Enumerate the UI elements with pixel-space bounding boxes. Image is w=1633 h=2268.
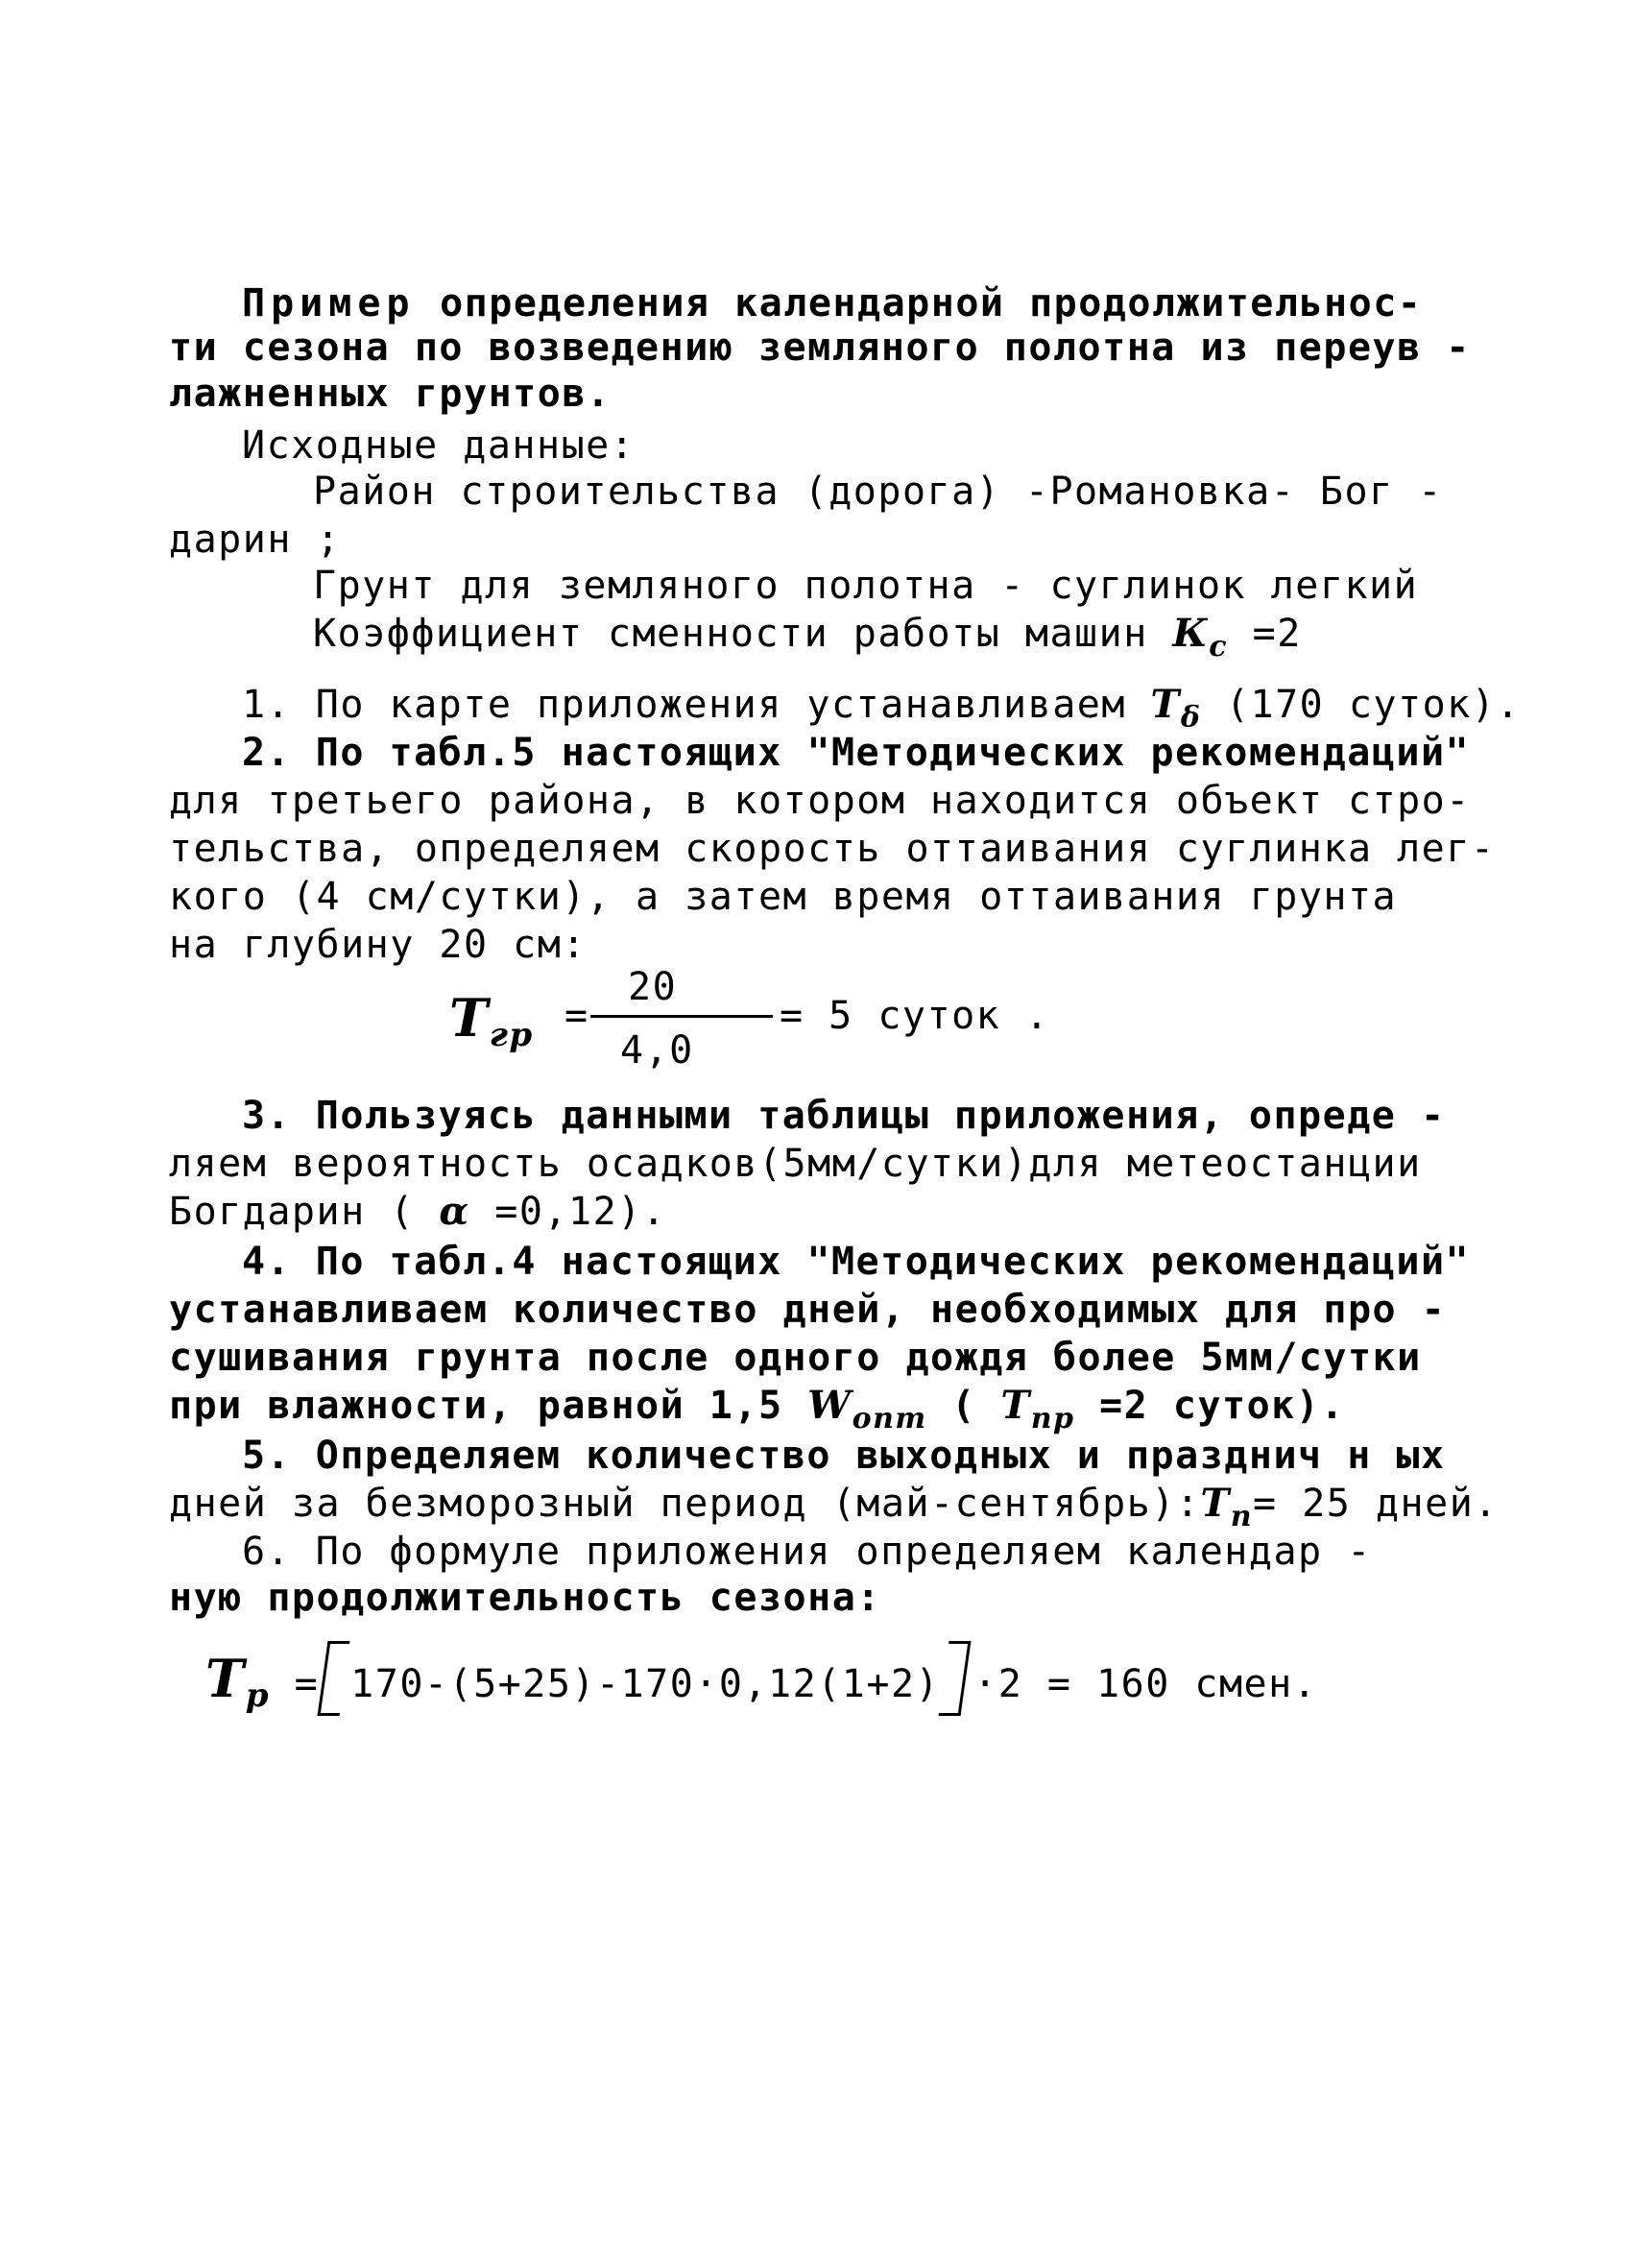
step-4-line-3: сушивания грунта после одного дождя более 5мм/сутки bbox=[169, 1336, 1422, 1380]
step-3-text: Богдарин ( bbox=[169, 1190, 415, 1234]
drying-subscript: пр bbox=[1030, 1402, 1075, 1436]
step-3-value: =0,12). bbox=[494, 1190, 667, 1234]
holidays-subscript: п bbox=[1230, 1500, 1254, 1533]
step-5-line-1: 5. Определяем количество выходных и празднич н ых bbox=[242, 1434, 1446, 1478]
formula-2-result: ·2 = 160 смен. bbox=[973, 1662, 1318, 1706]
intro-line-1 bbox=[242, 280, 1422, 326]
step-4-line-1: 4. По табл.4 настоящих "Методических рекомендаций" bbox=[242, 1240, 1471, 1284]
right-bracket bbox=[939, 1641, 972, 1716]
formula-2-subscript: р bbox=[245, 1677, 270, 1715]
formula-1-result: = 5 суток . bbox=[780, 994, 1050, 1038]
formula-2 bbox=[205, 1640, 1317, 1717]
step-1-line bbox=[242, 682, 1521, 735]
coefficient-symbol: К bbox=[1172, 611, 1210, 656]
coefficient-value: =2 bbox=[1252, 612, 1302, 656]
step-2-line-2: для третьего района, в котором находится объект стро- bbox=[169, 779, 1471, 823]
formula-1-numerator: 20 bbox=[628, 965, 678, 1009]
left-bracket bbox=[318, 1641, 350, 1716]
moisture-subscript: опт bbox=[852, 1402, 927, 1436]
coefficient-line bbox=[313, 611, 1302, 664]
step-4-value: =2 суток). bbox=[1099, 1384, 1345, 1428]
step-4-line-2: устанавливаем количество дней, необходимых для про - bbox=[169, 1288, 1447, 1332]
formula-1-lhs bbox=[449, 987, 534, 1054]
fraction-line bbox=[590, 1015, 773, 1018]
step-1-text: 1. По карте приложения устанавливаем bbox=[242, 683, 1126, 727]
coefficient-subscript: с bbox=[1209, 630, 1229, 664]
step-6-line-1: 6. По формуле приложения определяем календар - bbox=[242, 1530, 1372, 1574]
step-3-line-2: ляем вероятность осадков(5мм/сутки)для метеостанции bbox=[169, 1142, 1422, 1186]
formula-2-symbol: Т bbox=[205, 1648, 246, 1709]
formula-1-subscript: гр bbox=[489, 1016, 534, 1054]
initial-data-heading: Исходные данные: bbox=[242, 423, 636, 468]
step-5-value: = 25 дней. bbox=[1253, 1482, 1499, 1526]
alpha-symbol: α bbox=[439, 1189, 470, 1234]
formula-2-body: 170-(5+25)-170·0,12(1+2) bbox=[350, 1662, 941, 1706]
step-2-line-5: на глубину 20 см: bbox=[169, 923, 587, 967]
step-1-value: (170 суток). bbox=[1225, 683, 1521, 727]
step-1-symbol: Т bbox=[1150, 682, 1181, 727]
step-5-line-2 bbox=[169, 1481, 1499, 1533]
step-2-line-3: тельства, определяем скорость оттаивания суглинка лег- bbox=[169, 827, 1496, 871]
district-line-1: Район строительства (дорога) -Романовка- Бог - bbox=[313, 470, 1443, 514]
moisture-symbol: W bbox=[807, 1383, 853, 1428]
soil-line: Грунт для земляного полотна - суглинок легкий bbox=[313, 564, 1419, 608]
coefficient-text: Коэффициент сменности работы машин bbox=[313, 612, 1148, 656]
formula-1-equals: = bbox=[564, 994, 589, 1038]
step-4-paren: ( bbox=[951, 1384, 976, 1428]
intro-line-3: лажненных грунтов. bbox=[169, 372, 612, 416]
district-line-2: дарин ; bbox=[169, 518, 342, 562]
title-rest: определения календарной продолжительнос- bbox=[440, 281, 1423, 326]
step-3-line-3 bbox=[169, 1189, 666, 1235]
step-2-line-1: 2. По табл.5 настоящих "Методических рекомендаций" bbox=[242, 731, 1471, 775]
drying-symbol: Т bbox=[1000, 1383, 1031, 1428]
formula-1-denominator: 4,0 bbox=[620, 1028, 694, 1073]
step-1-subscript: δ bbox=[1180, 701, 1202, 735]
intro-line-2: ти сезона по возведению земляного полотна из переув - bbox=[169, 326, 1471, 370]
formula-2-equals: = bbox=[294, 1662, 320, 1706]
step-4-text: при влажности, равной 1,5 bbox=[169, 1384, 783, 1428]
step-5-text: дней за безморозный период (май-сентябрь): bbox=[169, 1482, 1201, 1526]
step-3-line-1: 3. Пользуясь данными таблицы приложения, опреде - bbox=[242, 1094, 1446, 1138]
holidays-symbol: Т bbox=[1200, 1481, 1231, 1526]
step-6-line-2: ную продолжительность сезона: bbox=[169, 1576, 881, 1620]
step-2-line-4: кого (4 см/сутки), а затем время оттаивания грунта bbox=[169, 875, 1398, 919]
title-word: Пример bbox=[242, 281, 416, 326]
formula-1-symbol: Т bbox=[449, 987, 490, 1049]
step-4-line-4 bbox=[169, 1383, 1345, 1436]
